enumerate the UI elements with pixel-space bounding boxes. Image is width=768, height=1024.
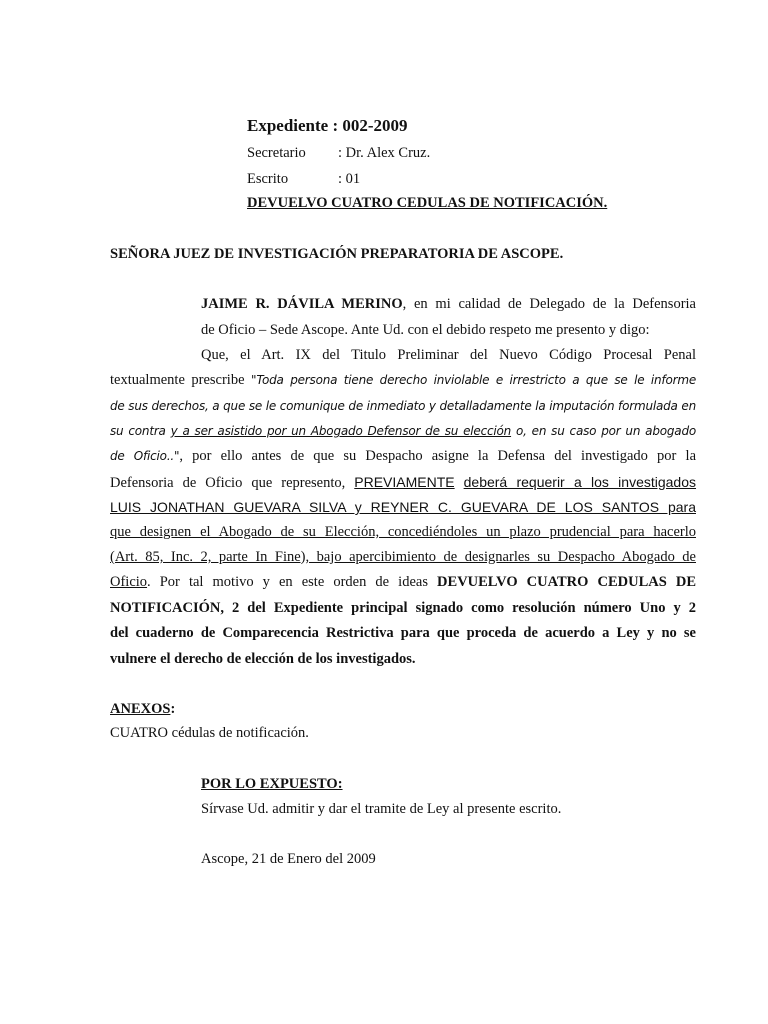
secretario-label: Secretario <box>247 145 306 161</box>
body-line-1: Que, el Art. IX del Titulo Preliminar del Nuevo Código Procesal Penal <box>201 347 696 363</box>
body-text: , por ello antes de que su Despacho asigne la Defensa del investigado por la <box>179 448 697 464</box>
quoted-article: o, en su caso por un abogado <box>516 424 697 438</box>
body-text: textualmente prescribe <box>110 372 245 388</box>
quoted-article-underlined: y a ser asistido por un Abogado Defensor de su elección <box>170 424 512 438</box>
addressee: SEÑORA JUEZ DE INVESTIGACIÓN PREPARATORIA DE ASCOPE. <box>110 246 564 262</box>
anexos-text: CUATRO cédulas de notificación. <box>110 725 309 741</box>
anexos-label: ANEXOS <box>110 701 171 717</box>
quoted-article: de sus derechos, a que se le comunique de inmediato y detalladamente la imputación formulada en <box>110 399 696 413</box>
body-line-12: del cuaderno de Comparecencia Restrictiva para que proceda de acuerdo a Ley y no se <box>110 625 696 641</box>
body-line-10 <box>110 574 696 591</box>
body-line-2 <box>110 372 696 389</box>
body-line-11: NOTIFICACIÓN, 2 del Expediente principal signado como resolución número Uno y 2 <box>110 600 696 616</box>
expediente-heading <box>247 116 408 136</box>
body-line-13: vulnere el derecho de elección de los investigados. <box>110 651 416 667</box>
author-name: JAIME R. DÁVILA MERINO <box>201 296 403 312</box>
body-line-4 <box>110 423 696 440</box>
place-date: Ascope, 21 de Enero del 2009 <box>201 851 376 867</box>
body-text: . Por tal motivo y en este orden de ideas <box>147 574 428 590</box>
body-text: Defensoria de Oficio que represento, <box>110 475 346 491</box>
anexos-heading <box>110 701 175 718</box>
intro-line-1 <box>201 296 696 313</box>
underlined-text: (Art. 85, Inc. 2, parte In Fine), bajo apercibimiento de designarles su Despacho Abogado de <box>110 549 696 565</box>
closing-text: Sírvase Ud. admitir y dar el tramite de Ley al presente escrito. <box>201 801 562 817</box>
bold-text: DEVUELVO CUATRO CEDULAS DE <box>437 574 696 590</box>
intro-text-1: , en mi calidad de Delegado de la Defensoria <box>402 296 696 312</box>
body-line-9 <box>110 549 696 566</box>
secretario-value: : Dr. Alex Cruz. <box>338 145 431 161</box>
expediente-label: Expediente : <box>247 116 339 135</box>
body-line-7: LUIS JONATHAN GUEVARA SILVA y REYNER C. GUEVARA DE LOS SANTOS para <box>110 499 696 515</box>
expediente-value: 002-2009 <box>342 116 408 135</box>
escrito-value: : 01 <box>338 171 361 187</box>
body-line-3 <box>110 398 696 415</box>
body-line-6 <box>110 474 696 492</box>
anexos-colon: : <box>170 701 176 717</box>
intro-line-2: de Oficio – Sede Ascope. Ante Ud. con el debido respeto me presento y digo: <box>201 322 650 338</box>
quoted-article: de Oficio.." <box>110 449 180 463</box>
quoted-article: "Toda persona tiene derecho inviolable e irrestricto a que se le informe <box>251 373 696 387</box>
body-line-5 <box>110 448 696 465</box>
sumilla: DEVUELVO CUATRO CEDULAS DE NOTIFICACIÓN. <box>247 195 608 211</box>
closing-heading: POR LO EXPUESTO: <box>201 776 343 792</box>
underlined-text: Oficio <box>110 574 148 590</box>
quoted-article: su contra <box>110 424 166 438</box>
body-line-8: que designen el Abogado de su Elección, concediéndoles un plazo prudencial para hacerlo <box>110 524 696 540</box>
escrito-label: Escrito <box>247 171 289 187</box>
underlined-text: PREVIAMENTE <box>354 474 455 490</box>
underlined-text: deberá requerir a los investigados <box>463 474 697 490</box>
